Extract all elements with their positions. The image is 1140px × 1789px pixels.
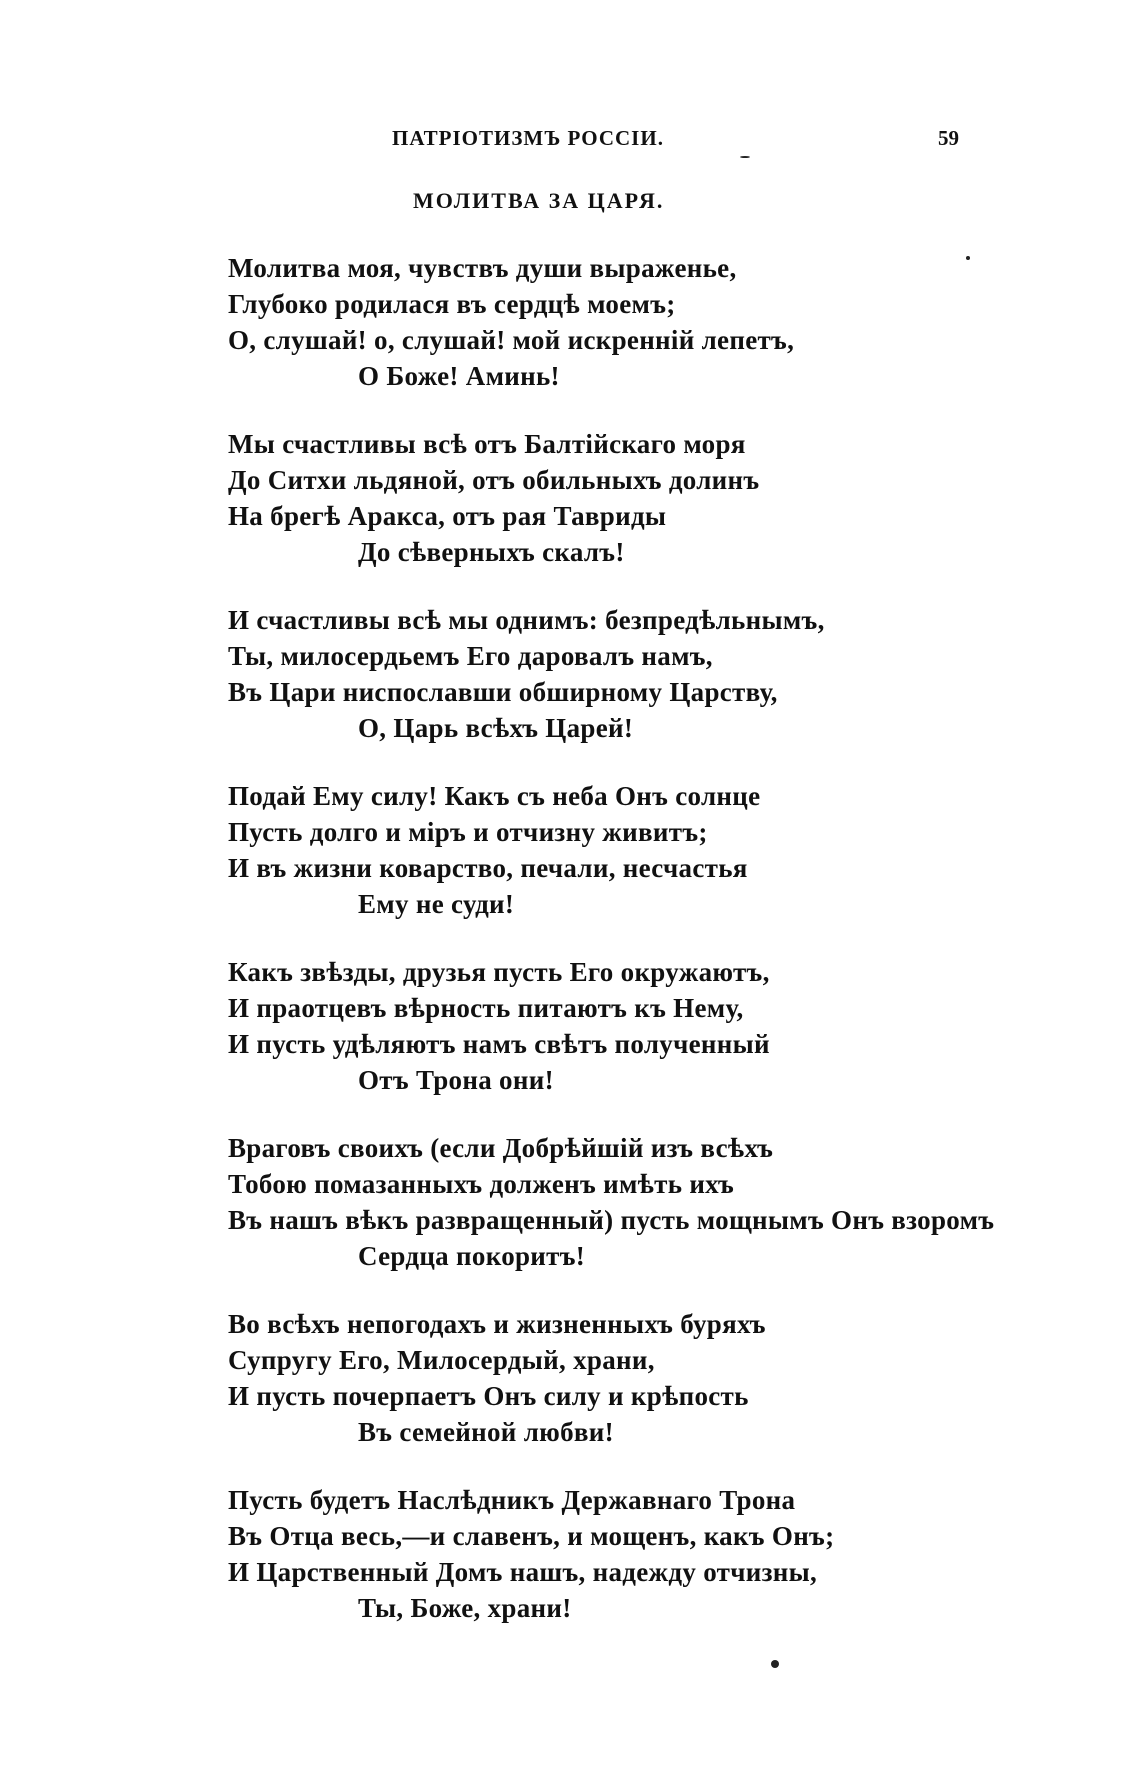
poem-body bbox=[228, 250, 1048, 1658]
verse-line: Пусть будетъ Наслѣдникъ Державнаго Трона bbox=[228, 1485, 796, 1515]
verse-line: И Царственный Домъ нашъ, надежду отчизны, bbox=[228, 1557, 818, 1587]
verse-line: Въ Отца весь,—и славенъ, и мощенъ, какъ Онъ; bbox=[228, 1521, 835, 1551]
verse-line: Подай Ему силу! Какъ съ неба Онъ солнце bbox=[228, 781, 761, 811]
verse-line: Молитва моя, чувствъ души выраженье, bbox=[228, 253, 737, 283]
verse-line: Въ Цари ниспославши обширному Царству, bbox=[228, 677, 778, 707]
verse-line: Враговъ своихъ (если Добрѣйшій изъ всѣхъ bbox=[228, 1133, 774, 1163]
verse-line: Какъ звѣзды, друзья пусть Его окружаютъ, bbox=[228, 957, 770, 987]
verse-line: И пусть почерпаетъ Онъ силу и крѣпость bbox=[228, 1381, 749, 1411]
stanza-1 bbox=[228, 250, 1048, 426]
verse-line: Пусть долго и міръ и отчизну живитъ; bbox=[228, 817, 708, 847]
verse-line: И въ жизни коварство, печали, несчастья bbox=[228, 853, 748, 883]
verse-line: И счастливы всѣ мы однимъ: безпредѣльнымъ, bbox=[228, 605, 825, 635]
refrain-line: О Боже! Аминь! bbox=[358, 361, 560, 391]
verse-line: На брегѣ Аракса, отъ рая Тавриды bbox=[228, 501, 667, 531]
stanza-5 bbox=[228, 954, 1048, 1130]
stanza-3 bbox=[228, 602, 1048, 778]
verse-line: Глубоко родилася въ сердцѣ моемъ; bbox=[228, 289, 676, 319]
ink-speck bbox=[740, 156, 750, 158]
verse-line: Супругу Его, Милосердый, храни, bbox=[228, 1345, 655, 1375]
verse-line: Во всѣхъ непогодахъ и жизненныхъ буряхъ bbox=[228, 1309, 766, 1339]
ink-speck bbox=[771, 1660, 779, 1668]
verse-line: И пусть удѣляютъ намъ свѣтъ полученный bbox=[228, 1029, 770, 1059]
refrain-line: Въ семейной любви! bbox=[358, 1417, 614, 1447]
running-head: ПАТРІОТИЗМЪ РОССІИ. bbox=[392, 126, 664, 150]
stanza-6 bbox=[228, 1130, 1048, 1306]
verse-line: Ты, милосердьемъ Его даровалъ намъ, bbox=[228, 641, 713, 671]
verse-line: И праотцевъ вѣрность питаютъ къ Нему, bbox=[228, 993, 744, 1023]
stanza-8 bbox=[228, 1482, 1048, 1658]
refrain-line: Отъ Трона они! bbox=[358, 1065, 554, 1095]
refrain-line: Ему не суди! bbox=[358, 889, 515, 919]
verse-line: Въ нашъ вѣкъ развращенный) пусть мощнымъ Онъ взоромъ bbox=[228, 1205, 995, 1235]
verse-line: До Ситхи льдяной, отъ обильныхъ долинъ bbox=[228, 465, 760, 495]
refrain-line: Ты, Боже, храни! bbox=[358, 1593, 572, 1623]
verse-line: Тобою помазанныхъ долженъ имѣть ихъ bbox=[228, 1169, 734, 1199]
verse-line: О, слушай! о, слушай! мой искренній лепетъ, bbox=[228, 325, 795, 355]
stanza-4 bbox=[228, 778, 1048, 954]
refrain-line: Сердца покоритъ! bbox=[358, 1241, 586, 1271]
page-number: 59 bbox=[938, 126, 959, 150]
stanza-7 bbox=[228, 1306, 1048, 1482]
verse-line: Мы счастливы всѣ отъ Балтійскаго моря bbox=[228, 429, 746, 459]
refrain-line: До сѣверныхъ скалъ! bbox=[358, 537, 625, 567]
poem-title: МОЛИТВА ЗА ЦАРЯ. bbox=[413, 188, 665, 213]
ink-speck bbox=[966, 256, 970, 260]
refrain-line: О, Царь всѣхъ Царей! bbox=[358, 713, 634, 743]
stanza-2 bbox=[228, 426, 1048, 602]
